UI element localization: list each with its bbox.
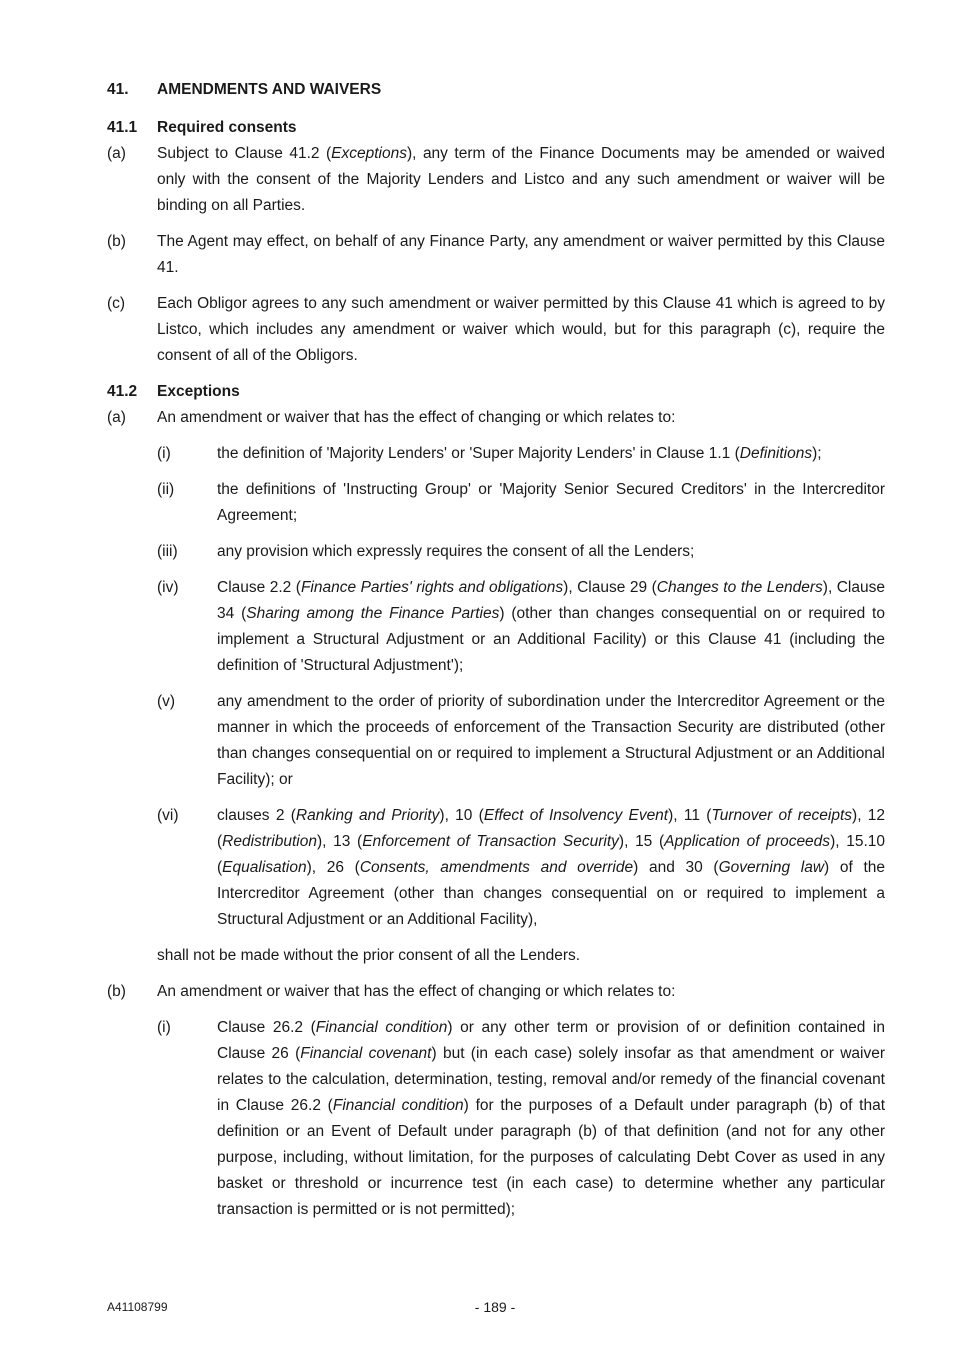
closing-text: shall not be made without the prior consent of all the Lenders. [157, 947, 581, 964]
paragraph-text: An amendment or waiver that has the effect of changing or which relates to: [157, 409, 676, 426]
section-title: Required consents [157, 119, 297, 136]
subparagraph-text: Clause 26.2 (Financial condition) or any other term or provision of or definition contained in Clause 26 (Financial covenant) but (in each case) solely insofar as that amendment or waiver relates to the calculation, determination, testing, removal and/or remedy of the financial covenant in Clause 26.2 (Financial condition) for the purposes of a Default under paragraph (b) of that definition or an Event of Default under paragraph (b) of that definition (and not for any other purpose, including, without limitation, for the purposes of calculating Debt Cover as used in any basket or threshold or incurrence test (in each case) to determine whether any particular transaction is permitted or is not permitted); [217, 1019, 886, 1218]
subparagraph-label: (i) [157, 445, 171, 462]
section-number: 41.1 [107, 119, 138, 136]
subparagraph-label: (ii) [157, 481, 175, 498]
subparagraph-text: any provision which expressly requires the consent of all the Lenders; [217, 543, 695, 560]
subparagraph-label: (v) [157, 693, 176, 710]
subparagraph-label: (iv) [157, 579, 179, 596]
subparagraph-text: Clause 2.2 (Finance Parties' rights and obligations), Clause 29 (Changes to the Lenders), Clause 34 (Sharing among the Finance Parties) (other than changes consequential on or required to implement a Structural Adjustment or an Additional Facility) or this Clause 41 (including the definition of 'Structural Adjustment'); [217, 579, 885, 674]
paragraph-text: Each Obligor agrees to any such amendment or waiver permitted by this Clause 41 which is agreed to by Listco, which includes any amendment or waiver which would, but for this paragraph (c), require the consent of all of the Obligors. [157, 295, 885, 364]
subparagraph-label: (i) [157, 1019, 171, 1036]
paragraph-text: The Agent may effect, on behalf of any Finance Party, any amendment or waiver permitted by this Clause 41. [157, 233, 885, 276]
page-number: - 189 - [474, 1299, 516, 1315]
paragraph-text: An amendment or waiver that has the effect of changing or which relates to: [157, 983, 676, 1000]
subparagraph-label: (vi) [157, 807, 179, 824]
paragraph-label: (c) [107, 295, 126, 312]
subparagraph-label: (iii) [157, 543, 178, 560]
paragraph-text: Subject to Clause 41.2 (Exceptions), any term of the Finance Documents may be amended or waived only with the consent of the Majority Lenders and Listco and any such amendment or waiver will be binding on all Parties. [157, 145, 885, 214]
subparagraph-text: the definition of 'Majority Lenders' or 'Super Majority Lenders' in Clause 1.1 (Definitions); [217, 445, 822, 462]
paragraph-label: (a) [107, 409, 126, 426]
document-reference: A41108799 [107, 1300, 168, 1314]
subparagraph-text: the definitions of 'Instructing Group' or 'Majority Senior Secured Creditors' in the Intercreditor Agreement; [217, 481, 885, 524]
paragraph-label: (b) [107, 233, 126, 250]
section-number: 41.2 [107, 383, 138, 400]
subparagraph-text: any amendment to the order of priority of subordination under the Intercreditor Agreement or the manner in which the proceeds of enforcement of the Transaction Security are distributed (other than changes consequential on or required to implement a Structural Adjustment or an Additional Facility); or [217, 693, 885, 788]
paragraph-label: (a) [107, 145, 126, 162]
clause-title: AMENDMENTS AND WAIVERS [157, 81, 382, 98]
section-title: Exceptions [157, 383, 240, 400]
paragraph-label: (b) [107, 983, 126, 1000]
clause-number: 41. [107, 81, 129, 98]
subparagraph-text: clauses 2 (Ranking and Priority), 10 (Effect of Insolvency Event), 11 (Turnover of receipts), 12 (Redistribution), 13 (Enforcement of Transaction Security), 15 (Application of proceeds), 15.10 (Equalisation), 26 (Consents, amendments and override) and 30 (Governing law) of the Intercreditor Agreement (other than changes consequential on or required to implement a Structural Adjustment or an Additional Facility), [217, 807, 886, 928]
